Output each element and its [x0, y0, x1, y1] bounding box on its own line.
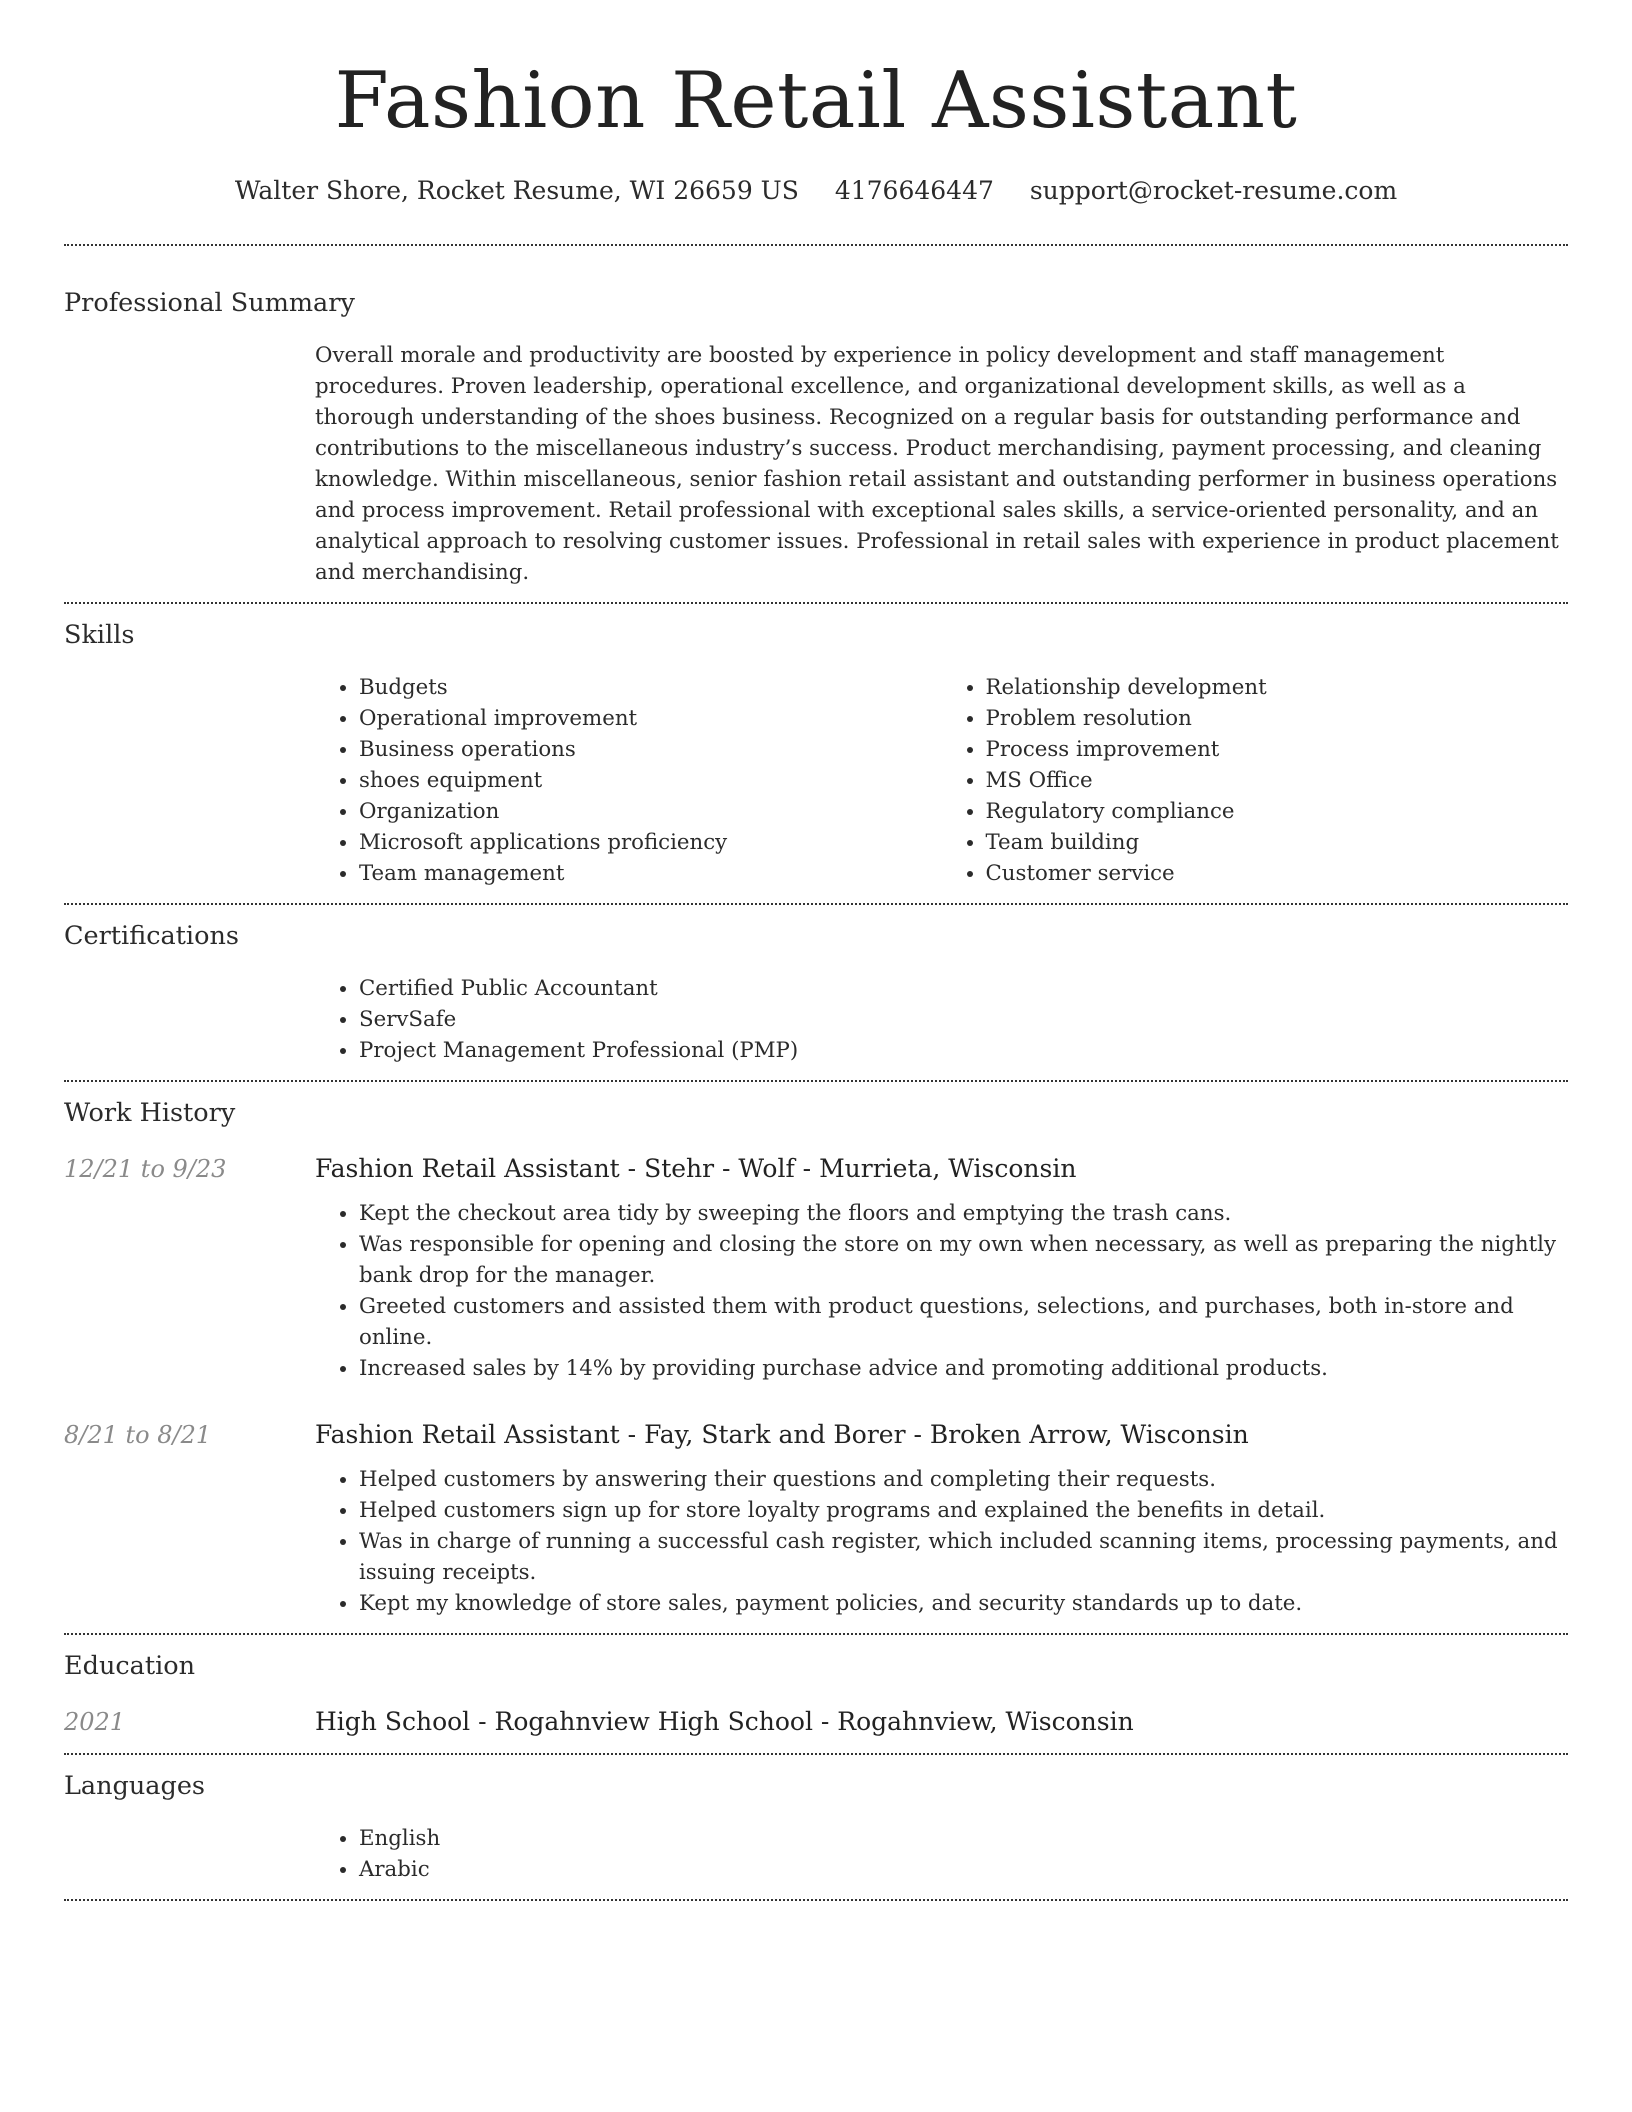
- job-bullet: • Kept my knowledge of store sales, payment policies, and security standards up to date.: [359, 1588, 1568, 1619]
- job-bullet: • Kept the checkout area tidy by sweeping the floors and emptying the trash cans.: [359, 1198, 1568, 1229]
- languages-title: Languages: [64, 1771, 206, 1801]
- contact-line: [64, 174, 1568, 208]
- contact-address: Walter Shore, Rocket Resume, WI 26659 US: [234, 176, 799, 205]
- job-details: [315, 1418, 1568, 1619]
- divider: [64, 1899, 1568, 1901]
- job-bullets: [315, 1198, 1568, 1384]
- job-dates: 8/21 to 8/21: [64, 1421, 212, 1449]
- resume-page: [64, 0, 1568, 1901]
- skill-item: • Organization: [359, 796, 942, 827]
- skills-list-right: [942, 672, 1569, 889]
- job-bullets: [315, 1464, 1568, 1619]
- language-item: • Arabic: [359, 1854, 1568, 1885]
- skill-item: • Regulatory compliance: [986, 796, 1569, 827]
- education-year: 2021: [64, 1708, 126, 1736]
- skills-section: [64, 604, 1568, 903]
- education-title: Education: [64, 1651, 196, 1681]
- education-entry: [64, 1705, 1568, 1739]
- languages-list-wrap: [315, 1823, 1568, 1885]
- skill-item: • Relationship development: [986, 672, 1569, 703]
- certifications-list-wrap: [315, 973, 1568, 1066]
- certifications-section: [64, 905, 1568, 1080]
- education-section: [64, 1635, 1568, 1753]
- skill-item: • Microsoft applications proficiency: [359, 827, 942, 858]
- job-bullet: • Was responsible for opening and closing the store on my own when necessary, as well as preparing the nightly bank drop for the manager.: [359, 1229, 1568, 1291]
- work-history-title: Work History: [64, 1098, 236, 1128]
- job-bullet: • Was in charge of running a successful cash register, which included scanning items, processing payments, and issuing receipts.: [359, 1526, 1568, 1588]
- skill-item: • Budgets: [359, 672, 942, 703]
- skill-item: • Business operations: [359, 734, 942, 765]
- skills-list-left: [315, 672, 942, 889]
- job-dates: 12/21 to 9/23: [64, 1155, 227, 1183]
- work-history-section: [64, 1082, 1568, 1633]
- certifications-title: Certifications: [64, 921, 239, 951]
- job-bullet: • Increased sales by 14% by providing purchase advice and promoting additional products.: [359, 1353, 1568, 1384]
- job-entry: [64, 1152, 1568, 1384]
- skill-item: • Operational improvement: [359, 703, 942, 734]
- contact-email: support@rocket-resume.com: [1029, 176, 1398, 205]
- job-bullet: • Helped customers sign up for store loyalty programs and explained the benefits in detail.: [359, 1495, 1568, 1526]
- skill-item: • Team building: [986, 827, 1569, 858]
- certifications-list: [315, 973, 1568, 1066]
- education-degree: High School - Rogahnview High School - Rogahnview, Wisconsin: [315, 1707, 1134, 1736]
- skills-title: Skills: [64, 620, 135, 650]
- contact-phone: 4176646447: [834, 176, 994, 205]
- resume-name: Fashion Retail Assistant: [334, 56, 1298, 146]
- skill-item: • MS Office: [986, 765, 1569, 796]
- skill-item: • Customer service: [986, 858, 1569, 889]
- summary-section: [64, 246, 1568, 602]
- languages-list: [315, 1823, 1568, 1885]
- certification-item: • Certified Public Accountant: [359, 973, 1568, 1004]
- skill-item: • Process improvement: [986, 734, 1569, 765]
- skills-columns: [315, 672, 1568, 889]
- job-bullet: • Greeted customers and assisted them with product questions, selections, and purchases, both in-store and online.: [359, 1291, 1568, 1353]
- languages-section: [64, 1755, 1568, 1899]
- certification-item: • Project Management Professional (PMP): [359, 1035, 1568, 1066]
- job-details: [315, 1152, 1568, 1384]
- job-bullet: • Helped customers by answering their questions and completing their requests.: [359, 1464, 1568, 1495]
- summary-title: Professional Summary: [64, 288, 355, 318]
- job-entry: [64, 1418, 1568, 1619]
- education-details: [315, 1705, 1568, 1739]
- certification-item: • ServSafe: [359, 1004, 1568, 1035]
- skill-item: • Team management: [359, 858, 942, 889]
- language-item: • English: [359, 1823, 1568, 1854]
- skill-item: • Problem resolution: [986, 703, 1569, 734]
- summary-text: Overall morale and productivity are boosted by experience in policy development and staff management procedures. Proven leadership, operational excellence, and organizational development skills, as well as a thorough understanding of the shoes business. Recognized on a regular basis for outstanding performance and contributions to the miscellaneous industry’s success. Product merchandising, payment processing, and cleaning knowledge. Within miscellaneous, senior fashion retail assistant and outstanding performer in business operations and process improvement. Retail professional with exceptional sales skills, a service-oriented personality, and an analytical approach to resolving customer issues. Professional in retail sales with experience in product placement and merchandising.: [315, 343, 1559, 585]
- job-title: Fashion Retail Assistant - Fay, Stark and Borer - Broken Arrow, Wisconsin: [315, 1420, 1249, 1449]
- skill-item: • shoes equipment: [359, 765, 942, 796]
- job-title: Fashion Retail Assistant - Stehr - Wolf - Murrieta, Wisconsin: [315, 1154, 1077, 1183]
